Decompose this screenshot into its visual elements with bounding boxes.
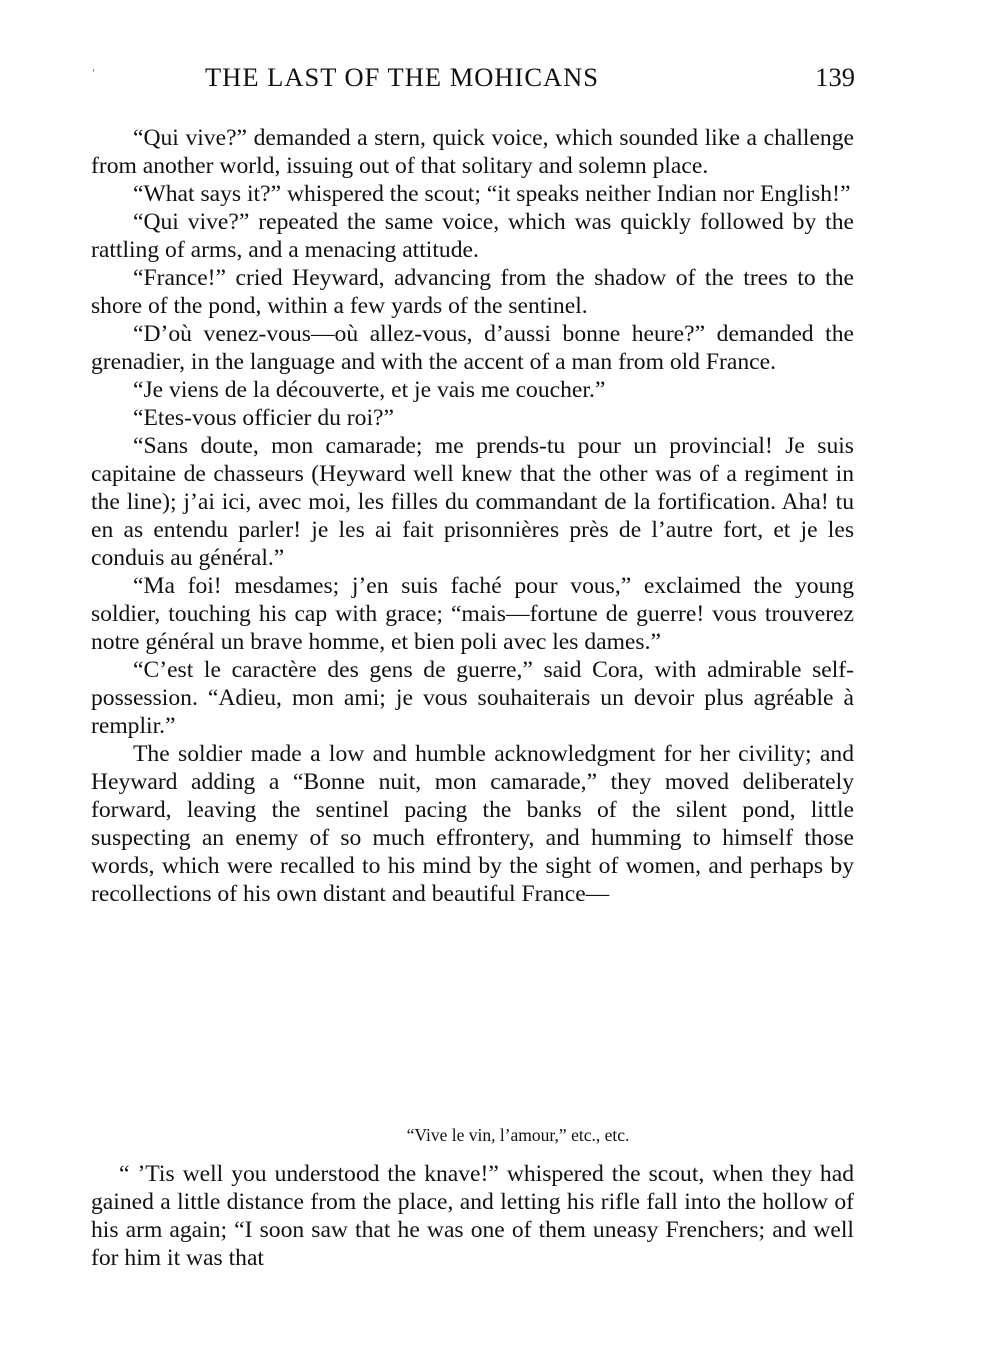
paragraph: “Sans doute, mon camarade; me prends-tu pour un provincial! Je suis capitaine de chasseurs (Heyward well knew that the other was of a regiment in the line); j’ai ici, avec moi, les filles du commandant de la fortification. Aha! tu en as entendu parler! je les ai fait prisonnières près de l’autre fort, et je les conduis au général.”	[91, 433, 854, 571]
paragraph: “ ’Tis well you understood the knave!” whispered the scout, when they had gained a little distance from the place, and letting his rifle fall into the hollow of his arm again; “I soon saw that he was one of them uneasy Frenchers; and well for him it was that	[91, 1161, 854, 1271]
paragraph: “C’est le caractère des gens de guerre,” said Cora, with admirable self-possession. “Adieu, mon ami; je vous souhaiterais un devoir plus agréable à remplir.”	[91, 657, 854, 739]
page-number: 139	[815, 62, 855, 92]
paragraph: “Qui vive?” repeated the same voice, which was quickly followed by the rattling of arms, and a menacing attitude.	[91, 209, 854, 263]
song-quotation: “Vive le vin, l’amour,” etc., etc.	[406, 1125, 630, 1145]
paragraph: “What says it?” whispered the scout; “it speaks neither Indian nor English!”	[133, 181, 851, 207]
corner-mark: ʻ	[92, 68, 96, 79]
paragraph: “France!” cried Heyward, advancing from the shadow of the trees to the shore of the pond, within a few yards of the sentinel.	[91, 265, 854, 319]
book-title: THE LAST OF THE MOHICANS	[205, 62, 600, 92]
paragraph: “Qui vive?” demanded a stern, quick voice, which sounded like a challenge from another world, issuing out of that solitary and solemn place.	[91, 125, 854, 179]
running-header	[205, 62, 855, 102]
paragraph: “Ma foi! mesdames; j’en suis faché pour vous,” exclaimed the young soldier, touching his cap with grace; “mais—fortune de guerre! vous trouverez notre général un brave homme, et bien poli avec les dames.”	[91, 573, 854, 655]
paragraph: The soldier made a low and humble acknowledgment for her civility; and Heyward adding a “Bonne nuit, mon camarade,” they moved deliberately forward, leaving the sentinel pacing the banks of the silent pond, little suspecting an enemy of so much effrontery, and humming to himself those words, which were recalled to his mind by the sight of women, and perhaps by recollections of his own distant and beautiful France—	[91, 741, 854, 907]
paragraph: “D’où venez-vous—où allez-vous, d’aussi bonne heure?” demanded the grenadier, in the language and with the accent of a man from old France.	[91, 321, 854, 375]
paragraph: “Je viens de la découverte, et je vais me coucher.”	[133, 377, 606, 403]
continuation-text	[91, 1160, 854, 1272]
main-text	[91, 124, 854, 908]
paragraph: “Etes-vous officier du roi?”	[133, 405, 394, 431]
